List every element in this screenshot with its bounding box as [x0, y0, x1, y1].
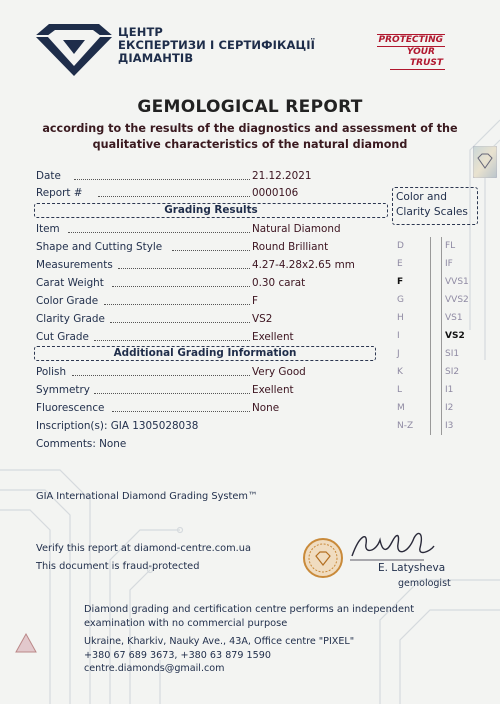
grading-row-measurements: [36, 257, 376, 273]
grading-value: VS2: [252, 313, 273, 325]
slogan: [345, 34, 445, 70]
color-scale-grade: E: [397, 259, 403, 269]
grading-row-carat: [36, 275, 376, 291]
contact-address: [84, 635, 404, 676]
grading-row-color: [36, 293, 376, 309]
additional-row-symmetry: [36, 382, 376, 398]
grading-label: Carat Weight: [36, 277, 104, 289]
slogan-line-2: YOUR: [406, 47, 435, 57]
color-scale-grade: G: [397, 295, 404, 305]
color-scale: [394, 237, 431, 435]
report-subtitle: [20, 121, 480, 153]
email-line[interactable]: centre.diamonds@gmail.com: [84, 663, 225, 674]
grading-row-item: [36, 221, 376, 237]
report-number-row: [36, 185, 376, 201]
leader-dots: [94, 340, 250, 341]
color-scale-grade: J: [397, 349, 400, 359]
grading-value: F: [252, 295, 258, 307]
diamond-logo-icon: [33, 22, 115, 78]
grading-results-header: Grading Results: [34, 203, 388, 218]
color-scale-grade: D: [397, 241, 404, 251]
grading-value: Round Brilliant: [252, 241, 329, 253]
gia-seal-icon: [302, 537, 344, 579]
leader-dots: [72, 375, 250, 376]
phone-line: +380 67 689 3673, +380 63 879 1590: [84, 649, 271, 661]
grading-row-cut: [36, 329, 376, 345]
clarity-scale-grade: VVS1: [445, 277, 469, 287]
grading-label: Item: [36, 223, 60, 235]
subtitle-line-1: according to the results of the diagnostics and assessment of the: [42, 122, 458, 135]
leader-dots: [112, 411, 250, 412]
clarity-scale: [441, 237, 478, 435]
signature-icon: [346, 526, 436, 566]
grading-row-clarity: [36, 311, 376, 327]
additional-row-polish: [36, 364, 376, 380]
leader-dots: [112, 286, 250, 287]
centre-description: Diamond grading and certification centre performs an independent examination with no commercial purpose: [84, 604, 415, 629]
date-value: 21.12.2021: [252, 170, 312, 182]
signatory-name: E. Latysheva: [378, 562, 446, 574]
grading-label: Shape and Cutting Style: [36, 241, 163, 253]
org-line-2: ЕКСПЕРТИЗИ І СЕРТИФІКАЦІЇ: [118, 38, 316, 52]
color-scale-grade: I: [397, 331, 400, 341]
report-number-label: Report #: [36, 187, 83, 199]
clarity-scale-grade: VS2: [445, 331, 465, 341]
additional-info-header: Additional Grading Information: [34, 346, 376, 361]
additional-value: Exellent: [252, 384, 294, 396]
date-label: Date: [36, 170, 61, 182]
additional-value: None: [252, 402, 280, 414]
leader-dots: [172, 250, 250, 251]
color-scale-grade: H: [397, 313, 404, 323]
grading-label: Clarity Grade: [36, 313, 105, 325]
scales-title-line-2: Clarity Scales: [396, 206, 468, 218]
clarity-scale-grade: IF: [445, 259, 453, 269]
clarity-scale-grade: FL: [445, 241, 456, 251]
leader-dots: [68, 232, 250, 233]
additional-row-fluorescence: [36, 400, 376, 416]
inscription: Inscription(s): GIA 1305028038: [36, 420, 199, 432]
subtitle-line-2: qualitative characteristics of the natural diamond: [92, 138, 408, 151]
grading-value: Exellent: [252, 331, 294, 343]
scales-title-line-1: Color and: [396, 191, 447, 203]
grading-label: Measurements: [36, 259, 113, 271]
triangle-mark-icon: [14, 632, 38, 654]
clarity-scale-grade: I3: [445, 421, 454, 431]
clarity-scale-grade: SI2: [445, 367, 460, 377]
org-line-3: ДІАМАНТІВ: [118, 51, 194, 65]
color-scale-grade: K: [397, 367, 403, 377]
hologram-sticker-icon: [473, 146, 497, 178]
grading-value: Natural Diamond: [252, 223, 341, 235]
clarity-scale-grade: I1: [445, 385, 454, 395]
leader-dots: [118, 268, 250, 269]
gia-system-note: GIA International Diamond Grading System™: [36, 491, 258, 502]
report-number-value: 0000106: [252, 187, 299, 199]
leader-dots: [74, 179, 250, 180]
additional-label: Fluorescence: [36, 402, 105, 414]
additional-value: Very Good: [252, 366, 306, 378]
report-title: GEMOLOGICAL REPORT: [137, 97, 363, 117]
grading-label: Color Grade: [36, 295, 99, 307]
slogan-line-1: PROTECTING: [378, 35, 443, 45]
verify-link[interactable]: Verify this report at diamond-centre.com.ua: [36, 543, 252, 554]
slogan-line-3: TRUST: [390, 58, 445, 70]
comments: Comments: None: [36, 438, 127, 450]
org-line-1: ЦЕНТР: [118, 25, 163, 39]
fraud-protected-note: This document is fraud-protected: [36, 561, 200, 572]
clarity-scale-grade: I2: [445, 403, 454, 413]
grading-label: Cut Grade: [36, 331, 89, 343]
color-scale-grade: L: [397, 385, 403, 395]
color-scale-grade: F: [397, 277, 404, 287]
clarity-scale-grade: SI1: [445, 349, 460, 359]
additional-label: Polish: [36, 366, 67, 378]
signatory-role: gemologist: [398, 578, 451, 589]
grading-value: 4.27-4.28x2.65 mm: [252, 259, 355, 271]
organization-name: [118, 26, 328, 65]
additional-label: Symmetry: [36, 384, 90, 396]
grading-value: 0.30 carat: [252, 277, 306, 289]
leader-dots: [98, 196, 250, 197]
leader-dots: [104, 304, 250, 305]
color-scale-grade: N-Z: [397, 421, 414, 431]
clarity-scale-grade: VVS2: [445, 295, 469, 305]
clarity-scale-grade: VS1: [445, 313, 463, 323]
scales-title: [396, 190, 476, 220]
date-row: [36, 168, 376, 184]
address-line: Ukraine, Kharkiv, Nauky Ave., 43A, Office centre "PIXEL": [84, 636, 355, 647]
leader-dots: [94, 393, 250, 394]
grading-row-shape: [36, 239, 376, 255]
leader-dots: [110, 322, 250, 323]
color-scale-grade: M: [397, 403, 405, 413]
